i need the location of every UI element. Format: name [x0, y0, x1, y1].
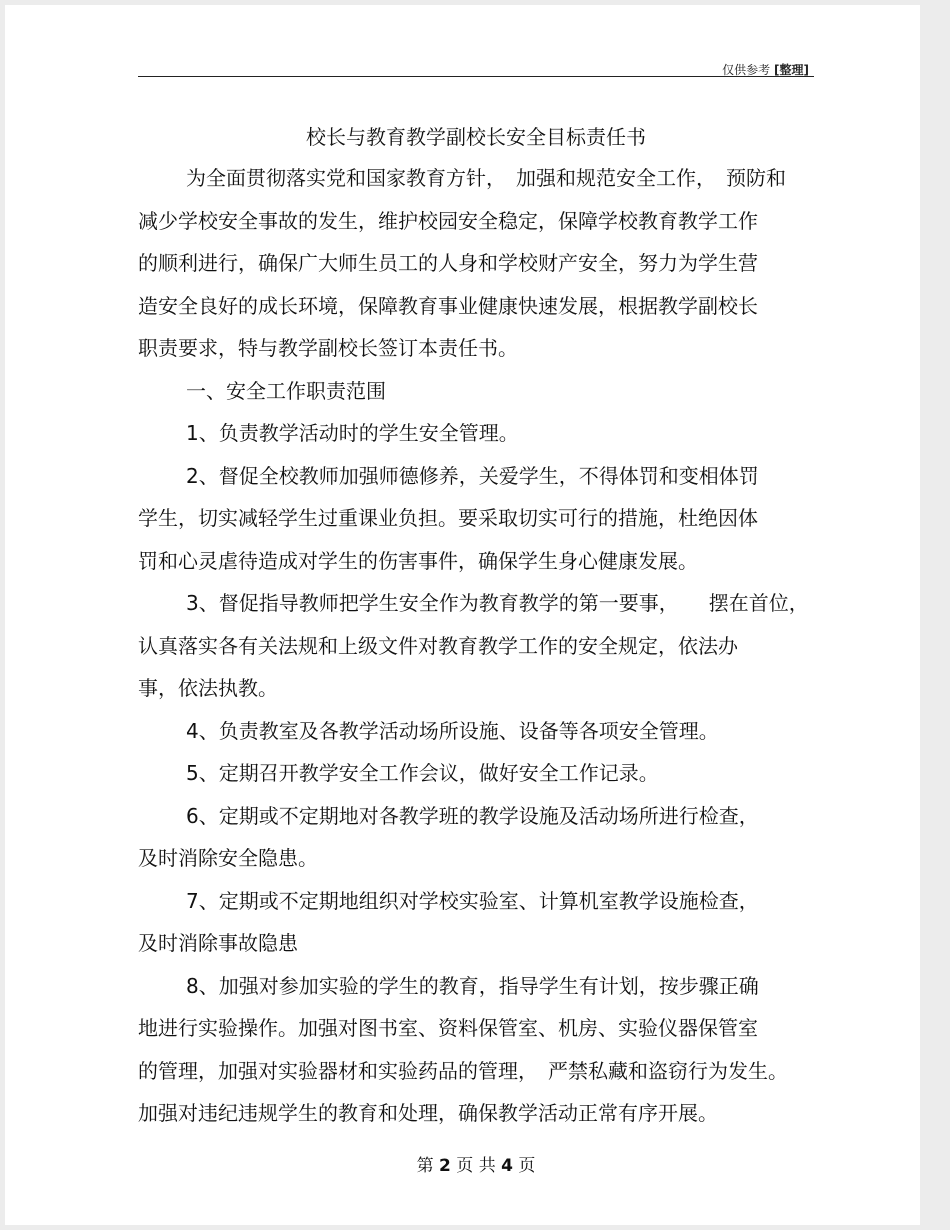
paragraph [138, 157, 814, 370]
footer-suffix: 页 [518, 1156, 536, 1176]
footer-total-pages: 4 [501, 1156, 513, 1176]
paragraph [138, 370, 814, 413]
paragraph [138, 455, 814, 583]
paragraph [138, 880, 814, 965]
paragraph-line: 加强对违纪违规学生的教育和处理，确保教学活动正常有序开展。 [138, 1101, 718, 1125]
paragraph [138, 710, 814, 753]
paragraph-line: 罚和心灵虐待造成对学生的伤害事件，确保学生身心健康发展。 [138, 548, 698, 573]
paragraph-line: 减少学校安全事故的发生，维护校园安全稳定，保障学校教育教学工作 [138, 208, 758, 233]
paragraph-line: 4、负责教室及各教学活动场所设施、设备等各项安全管理。 [186, 718, 719, 743]
footer-middle: 页 共 [456, 1156, 496, 1176]
document-title: 校长与教育教学副校长安全目标责任书 [306, 125, 646, 149]
paragraph [138, 752, 814, 795]
paragraph-line: 6、定期或不定期地对各教学班的教学设施及活动场所进行检查， [186, 803, 759, 828]
paragraph-line: 及时消除事故隐患 [138, 931, 298, 955]
paragraph-line: 7、定期或不定期地组织对学校实验室、计算机室教学设施检查， [186, 888, 759, 913]
document-body [138, 157, 814, 1135]
paragraph-line: 事，依法执教。 [138, 676, 278, 700]
footer-page-number: 2 [439, 1156, 451, 1176]
footer-prefix: 第 [416, 1156, 434, 1176]
paragraph [138, 412, 814, 455]
paragraph [138, 795, 814, 880]
paragraph-line: 学生，切实减轻学生过重课业负担。要采取切实可行的措施，杜绝因体 [138, 506, 758, 530]
paragraph-line: 的顺利进行，确保广大师生员工的人身和学校财产安全，努力为学生营 [138, 251, 758, 275]
paragraph-line: 2、督促全校教师加强师德修养，关爱学生，不得体罚和变相体罚 [186, 463, 759, 488]
paragraph [138, 582, 814, 710]
paragraph-line: 职责要求，特与教学副校长签订本责任书。 [138, 336, 518, 360]
paragraph-line: 一、安全工作职责范围 [186, 378, 386, 403]
paragraph-line: 造安全良好的成长环境，保障教育事业健康快速发展，根据教学副校长 [138, 293, 758, 318]
paragraph-line: 3、督促指导教师把学生安全作为教育教学的第一要事， 摆在首位， [186, 591, 809, 615]
paragraph-line: 及时消除安全隐患。 [138, 846, 318, 870]
paragraph-line: 为全面贯彻落实党和国家教育方针， 加强和规范安全工作， 预防和 [186, 166, 786, 190]
paragraph-line: 8、加强对参加实验的学生的教育，指导学生有计划，按步骤正确 [186, 973, 759, 998]
paragraph [138, 965, 814, 1135]
paragraph-line: 的管理，加强对实验器材和实验药品的管理， 严禁私藏和盗窃行为发生。 [138, 1058, 788, 1083]
header-divider [138, 76, 814, 77]
header-note-text: 仅供参考 [722, 63, 771, 77]
paragraph-line: 5、定期召开教学安全工作会议，做好安全工作记录。 [186, 761, 659, 785]
header-tag: [整理] [774, 63, 809, 77]
page-footer [138, 1151, 814, 1176]
paragraph-line: 认真落实各有关法规和上级文件对教育教学工作的安全规定，依法办 [138, 633, 738, 658]
document-page [5, 5, 920, 1225]
paragraph-line: 地进行实验操作。加强对图书室、资料保管室、机房、实验仪器保管室 [138, 1016, 758, 1040]
paragraph-line: 1、负责教学活动时的学生安全管理。 [186, 421, 519, 445]
